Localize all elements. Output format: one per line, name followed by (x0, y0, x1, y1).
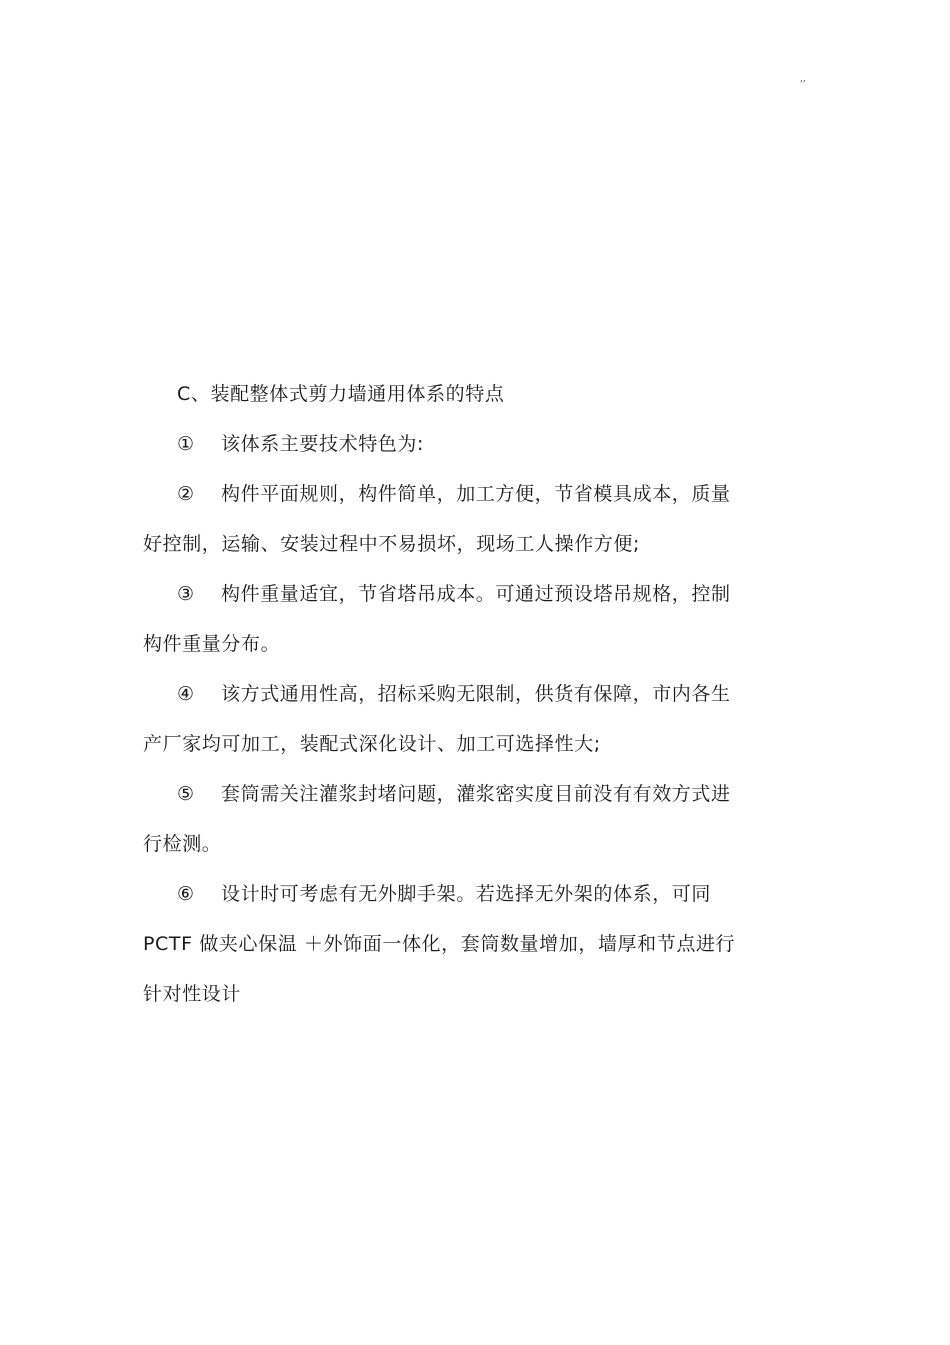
item-6-line-3: 针对性设计 (143, 983, 242, 1005)
item-2-line-1 (177, 482, 731, 506)
item-text: 套筒需关注灌浆封堵问题，灌浆密实度目前没有有效方式进 (221, 783, 731, 805)
item-3-line-1 (177, 582, 731, 606)
item-6-line-1 (177, 882, 711, 906)
item-1-line-1 (177, 432, 424, 456)
item-number: ② (177, 483, 195, 505)
item-number: ⑤ (177, 783, 195, 805)
item-5-line-2: 行检测。 (143, 833, 222, 855)
item-4-line-1 (177, 682, 731, 706)
item-text: 构件重量适宜，节省塔吊成本。可通过预设塔吊规格，控制 (221, 583, 731, 605)
item-text: 该体系主要技术特色为: (221, 433, 425, 455)
item-number: ① (177, 433, 195, 455)
item-2-line-2: 好控制，运输、安装过程中不易损坏，现场工人操作方便; (143, 533, 641, 555)
item-3-line-2: 构件重量分布。 (143, 633, 281, 655)
item-4-line-2: 产厂家均可加工，装配式深化设计、加工可选择性大; (143, 733, 601, 755)
item-6-line-2: PCTF 做夹心保温 ＋外饰面一体化，套筒数量增加，墙厚和节点进行 (143, 933, 736, 955)
page-mark: ,, (800, 74, 806, 84)
section-heading: C、装配整体式剪力墙通用体系的特点 (177, 383, 505, 405)
item-number: ③ (177, 583, 195, 605)
item-number: ④ (177, 683, 195, 705)
item-5-line-1 (177, 782, 731, 806)
item-text: 设计时可考虑有无外脚手架。若选择无外架的体系，可同 (221, 883, 712, 905)
item-text: 该方式通用性高，招标采购无限制，供货有保障，市内各生 (221, 683, 731, 705)
item-number: ⑥ (177, 883, 195, 905)
item-text: 构件平面规则，构件简单，加工方便，节省模具成本，质量 (221, 483, 731, 505)
